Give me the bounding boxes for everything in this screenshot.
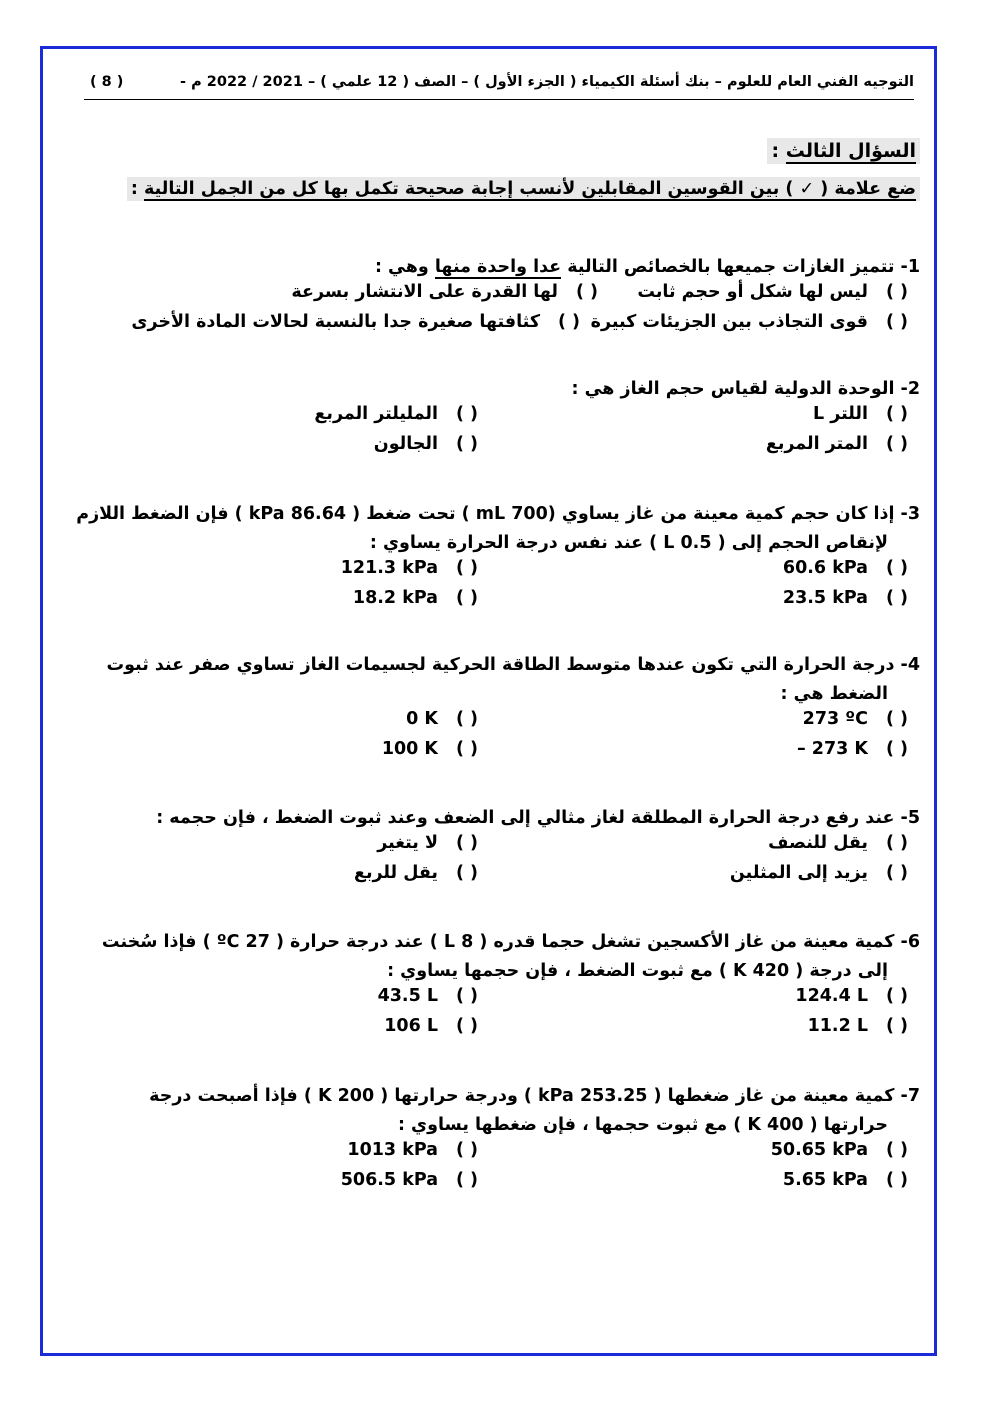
option-label: يزيد إلى المثلين [729, 863, 868, 883]
stem-part: عند رفع درجة الحرارة المطلقة لغاز مثالي إلى الضعف وعند ثبوت الضغط ، فإن حجمه : [156, 808, 901, 828]
question-stem [70, 928, 920, 957]
option-c[interactable] [766, 434, 920, 454]
option-row [70, 1016, 920, 1046]
option-label: 60.6 kPa [782, 558, 868, 578]
question-2 [70, 375, 920, 464]
option-b[interactable] [347, 1140, 490, 1160]
option-a[interactable] [783, 558, 920, 578]
answer-box[interactable]: ( ) [455, 709, 479, 729]
option-label: 23.5 kPa [782, 588, 868, 608]
option-row [70, 709, 920, 739]
option-d[interactable] [354, 863, 490, 883]
option-label: يقل للنصف [768, 833, 868, 853]
question-number: 5- [900, 808, 920, 828]
option-label: 121.3 kPa [340, 558, 438, 578]
answer-box[interactable]: ( ) [455, 588, 479, 608]
section-title-text: السؤال الثالث [785, 140, 916, 162]
header-text: التوجيه الفني العام للعلوم – بنك أسئلة الكيمياء ( الجزء الأول ) – الصف ( 12 علمي ) – 2021 / 2022 م - [180, 74, 914, 90]
answer-box[interactable]: ( ) [885, 833, 909, 853]
stem-part: كمية معينة من غاز الأكسجين تشغل حجما قدره ( 8 L ) عند درجة حرارة ( 27 ºC ) فإذا سُخنت [101, 932, 901, 952]
answer-box[interactable]: ( ) [885, 739, 909, 759]
question-stem [70, 500, 920, 529]
question-5 [70, 804, 920, 893]
option-label: المتر المربع [765, 434, 868, 454]
option-row [70, 986, 920, 1016]
question-number: 2- [900, 379, 920, 399]
answer-box[interactable]: ( ) [455, 863, 479, 883]
option-row [70, 739, 920, 769]
answer-box[interactable]: ( ) [885, 1170, 909, 1190]
option-a[interactable] [795, 986, 920, 1006]
answer-box[interactable]: ( ) [885, 863, 909, 883]
option-b[interactable] [378, 986, 490, 1006]
question-stem [70, 1082, 920, 1111]
option-row [70, 833, 920, 863]
stem-part: الوحدة الدولية لقياس حجم الغاز هي : [571, 379, 901, 399]
answer-box[interactable]: ( ) [885, 312, 909, 332]
question-number: 6- [900, 932, 920, 952]
option-b[interactable] [377, 833, 490, 853]
question-stem [70, 804, 920, 833]
option-label: 100 K [381, 739, 438, 759]
option-row [70, 558, 920, 588]
option-d[interactable] [131, 312, 592, 332]
question-number: 1- [900, 257, 920, 277]
option-row [70, 434, 920, 464]
option-label: لا يتغير [377, 833, 438, 853]
option-d[interactable] [384, 1016, 490, 1036]
option-b[interactable] [291, 282, 610, 302]
option-b[interactable] [314, 404, 490, 424]
answer-box[interactable]: ( ) [885, 1016, 909, 1036]
answer-box[interactable]: ( ) [885, 709, 909, 729]
option-row [70, 588, 920, 618]
option-c[interactable] [783, 1170, 920, 1190]
option-label: 50.65 kPa [770, 1140, 868, 1160]
option-label: الجالون [373, 434, 438, 454]
option-label: 43.5 L [377, 986, 438, 1006]
option-row [70, 863, 920, 893]
question-stem-continued: حرارتها ( 400 K ) مع ثبوت حجمها ، فإن ضغطها يساوي : [397, 1115, 888, 1135]
stem-part: كمية معينة من غاز ضغطها ( 253.25 kPa ) ودرجة حرارتها ( 200 K ) فإذا أصبحت درجة [149, 1086, 901, 1106]
option-a[interactable] [768, 833, 920, 853]
option-row [70, 312, 920, 342]
question-number: 4- [900, 655, 920, 675]
option-label: 11.2 L [807, 1016, 868, 1036]
answer-box[interactable]: ( ) [885, 558, 909, 578]
question-number: 7- [900, 1086, 920, 1106]
option-c[interactable] [591, 312, 920, 332]
stem-part: إذا كان حجم كمية معينة من غاز يساوي (700 mL ) تحت ضغط ( 86.64 kPa ) فإن الضغط اللازم [76, 504, 901, 524]
option-d[interactable] [341, 1170, 490, 1190]
answer-box[interactable]: ( ) [455, 1140, 479, 1160]
option-b[interactable] [406, 709, 490, 729]
section-instruction-suffix: : [130, 179, 145, 199]
option-c[interactable] [730, 863, 920, 883]
answer-box[interactable]: ( ) [455, 739, 479, 759]
answer-box[interactable]: ( ) [455, 404, 479, 424]
option-label: 124.4 L [795, 986, 868, 1006]
question-stem-continued: إلى درجة ( 420 K ) مع ثبوت الضغط ، فإن حجمها يساوي : [387, 961, 888, 981]
option-label: كثافتها صغيرة جدا بالنسبة لحالات المادة الأخرى [131, 312, 540, 332]
option-label: يقل للربع [353, 863, 438, 883]
option-row [70, 1140, 920, 1170]
question-stem [70, 253, 920, 282]
option-label: 18.2 kPa [352, 588, 438, 608]
question-stem [70, 375, 920, 404]
answer-box[interactable]: ( ) [885, 588, 909, 608]
option-label: 0 K [406, 709, 438, 729]
option-row [70, 282, 920, 312]
section-title [767, 138, 920, 164]
answer-box[interactable]: ( ) [455, 1170, 479, 1190]
answer-box[interactable]: ( ) [455, 434, 479, 454]
option-label: المليلتر المربع [314, 404, 438, 424]
option-label: ليس لها شكل أو حجم ثابت [637, 282, 868, 302]
option-label: – 273 K [796, 739, 868, 759]
answer-box[interactable]: ( ) [885, 434, 909, 454]
option-a[interactable] [771, 1140, 920, 1160]
option-row [70, 1170, 920, 1200]
page-number: ( 8 ) [90, 74, 124, 90]
option-a[interactable] [803, 709, 920, 729]
option-d[interactable] [353, 588, 490, 608]
option-d[interactable] [374, 434, 490, 454]
section-instruction [127, 177, 920, 201]
option-a[interactable] [813, 404, 920, 424]
option-label: 106 L [384, 1016, 438, 1036]
question-3 [70, 500, 920, 618]
option-d[interactable] [382, 739, 490, 759]
question-4 [70, 651, 920, 769]
option-a[interactable] [637, 282, 920, 302]
option-c[interactable] [783, 588, 920, 608]
option-label: قوى التجاذب بين الجزيئات كبيرة [590, 312, 868, 332]
page-header [84, 74, 914, 100]
answer-box[interactable]: ( ) [885, 282, 909, 302]
stem-part: درجة الحرارة التي تكون عندها متوسط الطاقة الحركية لجسيمات الغاز تساوي صفر عند ثبوت [106, 655, 901, 675]
answer-box[interactable]: ( ) [885, 1140, 909, 1160]
option-label: 506.5 kPa [340, 1170, 438, 1190]
question-number: 3- [900, 504, 920, 524]
option-c[interactable] [808, 1016, 920, 1036]
stem-part: تتميز الغازات جميعها بالخصائص التالية [561, 257, 901, 277]
question-stem-continued: الضغط هي : [780, 684, 888, 704]
question-6 [70, 928, 920, 1046]
option-label: 5.65 kPa [782, 1170, 868, 1190]
answer-box[interactable]: ( ) [455, 1016, 479, 1036]
answer-box[interactable]: ( ) [455, 986, 479, 1006]
question-7 [70, 1082, 920, 1200]
answer-box[interactable]: ( ) [557, 312, 581, 332]
option-label: 273 ºC [802, 709, 868, 729]
question-stem-continued: لإنقاص الحجم إلى ( 0.5 L ) عند نفس درجة الحرارة يساوي : [369, 533, 888, 553]
section-title-suffix: : [771, 140, 786, 162]
answer-box[interactable]: ( ) [885, 986, 909, 1006]
option-label: اللتر L [813, 404, 868, 424]
section-instruction-text: ضع علامة ( ✓ ) بين القوسين المقابلين لأنسب إجابة صحيحة تكمل بها كل من الجمل التالية [144, 179, 916, 199]
option-c[interactable] [797, 739, 920, 759]
option-b[interactable] [341, 558, 490, 578]
answer-box[interactable]: ( ) [575, 282, 599, 302]
option-label: 1013 kPa [347, 1140, 438, 1160]
stem-emphasis: عدا واحدة منها [434, 257, 562, 277]
answer-box[interactable]: ( ) [885, 404, 909, 424]
question-1 [70, 253, 920, 342]
option-label: لها القدرة على الانتشار بسرعة [291, 282, 558, 302]
answer-box[interactable]: ( ) [455, 833, 479, 853]
answer-box[interactable]: ( ) [455, 558, 479, 578]
stem-part: وهي : [374, 257, 435, 277]
option-row [70, 404, 920, 434]
question-stem [70, 651, 920, 680]
